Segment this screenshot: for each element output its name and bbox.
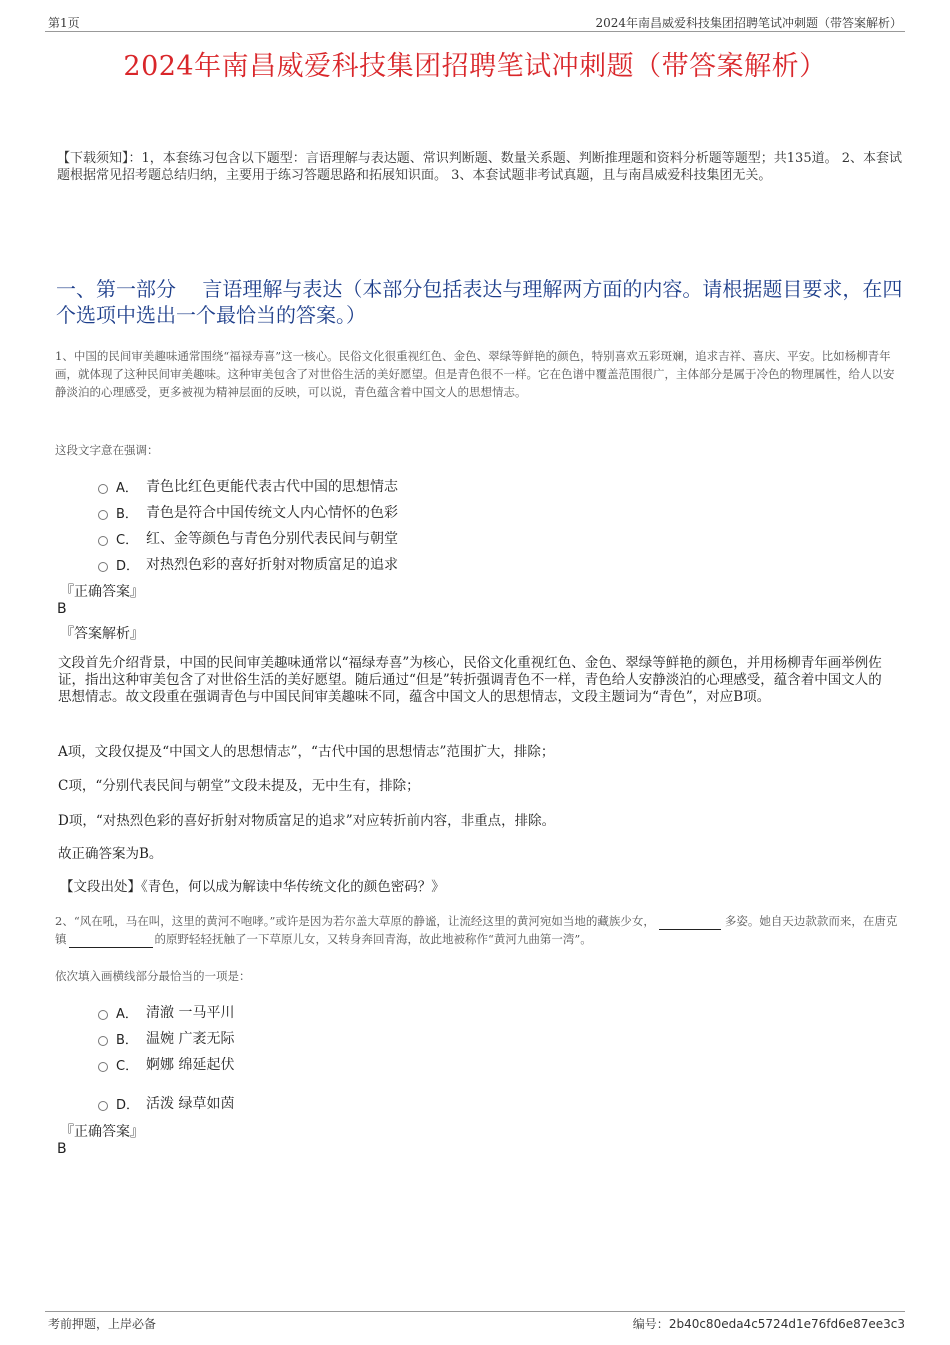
option-letter: B．: [116, 506, 138, 522]
footer-divider: [45, 1311, 905, 1312]
footer-slogan: 考前押题，上岸必备: [48, 1317, 157, 1331]
question-2-text-part2: 多姿。她自天边款款而来，在唐克镇: [55, 914, 898, 946]
question-2-text-part3: 的原野轻轻抚触了一下草原儿女，又转身奔回青海，故此地被称作“黄河九曲第一湾”。: [154, 932, 592, 946]
radio-icon[interactable]: [98, 1036, 108, 1046]
fill-blank-2: [69, 935, 153, 948]
option-letter: A．: [116, 1006, 138, 1022]
footer-code-label: 编号：: [632, 1317, 669, 1331]
option-letter: C．: [116, 1058, 139, 1074]
question-1-option-a[interactable]: [98, 476, 398, 496]
fill-blank-1: [659, 917, 721, 930]
radio-icon[interactable]: [98, 536, 108, 546]
question-2-option-d[interactable]: [98, 1093, 234, 1113]
question-1-source: 【文段出处】《青色，何以成为解读中华传统文化的颜色密码？》: [60, 879, 445, 895]
question-2-prompt: 依次填入画横线部分最恰当的一项是：: [55, 969, 251, 983]
radio-icon[interactable]: [98, 510, 108, 520]
question-1-answer-label: 『正确答案』: [60, 584, 144, 600]
header-divider: [45, 31, 905, 32]
radio-icon[interactable]: [98, 1101, 108, 1111]
page-number: 第1页: [48, 16, 80, 30]
question-1-analysis-label: 『答案解析』: [60, 626, 144, 642]
option-letter: C．: [116, 532, 139, 548]
option-text: 温婉 广袤无际: [146, 1031, 235, 1047]
question-1-conclusion: 故正确答案为B。: [58, 846, 163, 862]
footer-code: [633, 1315, 905, 1332]
question-1-analysis-d: D项，“对热烈色彩的喜好折射对物质富足的追求”对应转折前内容，非重点，排除。: [58, 813, 556, 829]
option-text: 对热烈色彩的喜好折射对物质富足的追求: [146, 557, 398, 573]
question-1-analysis: 文段首先介绍背景，中国的民间审美趣味通常以“福绿寿喜”为核心，民俗文化重视红色、金色、翠绿等鲜艳的颜色，并用杨柳青年画举例佐证，指出这种审美包含了对世俗生活的美好愿望。随后通过“但是”转折强调青色不一样，青色给人安静淡泊的心理感受，蕴含着中国文人的思想情志。故文段重在强调青色与中国民间审美趣味不同，蕴含中国文人的思想情志，文段主题词为“青色”，对应B项。: [58, 655, 882, 705]
question-1-text: 1、中国的民间审美趣味通常围绕“福禄寿喜”这一核心。民俗文化很重视红色、金色、翠绿等鲜艳的颜色，特别喜欢五彩斑斓，追求吉祥、喜庆、平安。比如杨柳青年画，就体现了这种民间审美趣味。这种审美包含了对世俗生活的美好愿望。但是青色很不一样。它在色谱中覆盖范围很广，主体部分是属于冷色的物理属性，给人以安静淡泊的心理感受，更多被视为精神层面的反映，可以说，青色蕴含着中国文人的思想情志。: [55, 349, 895, 399]
option-letter: D．: [116, 558, 140, 574]
question-2-answer: B: [57, 1141, 67, 1157]
question-1-option-d[interactable]: [98, 554, 398, 574]
section-title: 一、第一部分 言语理解与表达（本部分包括表达与理解两方面的内容。请根据题目要求，在四个选项中选出一个最恰当的答案。）: [56, 277, 903, 327]
question-1-analysis-c: C项，“分别代表民间与朝堂”文段未提及，无中生有，排除；: [58, 778, 420, 794]
question-2-option-b[interactable]: [98, 1028, 234, 1048]
question-2-answer-label: 『正确答案』: [60, 1124, 144, 1140]
radio-icon[interactable]: [98, 1010, 108, 1020]
header-doc-title: 2024年南昌威爱科技集团招聘笔试冲刺题（带答案解析）: [595, 16, 902, 30]
option-text: 清澈 一马平川: [146, 1005, 235, 1021]
radio-icon[interactable]: [98, 484, 108, 494]
option-letter: B．: [116, 1032, 138, 1048]
question-1-analysis-a: A项，文段仅提及“中国文人的思想情志”，“古代中国的思想情志”范围扩大，排除；: [58, 744, 555, 760]
option-text: 青色比红色更能代表古代中国的思想情志: [146, 479, 398, 495]
question-2-option-c[interactable]: [98, 1054, 234, 1074]
question-1-prompt: 这段文字意在强调：: [55, 443, 159, 457]
option-letter: A．: [116, 480, 138, 496]
question-2-text-part1: 2、“风在吼，马在叫，这里的黄河不咆哮。”或许是因为若尔盖大草原的静谧，让流经这里的黄河宛如当地的藏族少女，: [55, 914, 655, 928]
page-title: 2024年南昌威爱科技集团招聘笔试冲刺题（带答案解析）: [123, 51, 827, 82]
download-notice: 【下载须知】：1，本套练习包含以下题型：言语理解与表达题、常识判断题、数量关系题、判断推理题和资料分析题等题型；共135道。 2、本套试题根据常见招考题总结归纳，主要用于练习答题思路和拓展知识面。 3、本套试题非考试真题，且与南昌威爱科技集团无关。: [57, 151, 902, 183]
radio-icon[interactable]: [98, 1062, 108, 1072]
question-2-text: [55, 912, 905, 948]
radio-icon[interactable]: [98, 562, 108, 572]
option-text: 青色是符合中国传统文人内心情怀的色彩: [146, 505, 398, 521]
option-letter: D．: [116, 1097, 140, 1113]
question-1-answer: B: [57, 601, 67, 617]
question-2-option-a[interactable]: [98, 1002, 234, 1022]
question-1-option-b[interactable]: [98, 502, 398, 522]
option-text: 活泼 绿草如茵: [146, 1096, 235, 1112]
footer-code-value: 2b40c80eda4c5724d1e76fd6e87ee3c3: [668, 1317, 905, 1331]
question-1-option-c[interactable]: [98, 528, 398, 548]
option-text: 婀娜 绵延起伏: [146, 1057, 235, 1073]
option-text: 红、金等颜色与青色分别代表民间与朝堂: [146, 531, 398, 547]
